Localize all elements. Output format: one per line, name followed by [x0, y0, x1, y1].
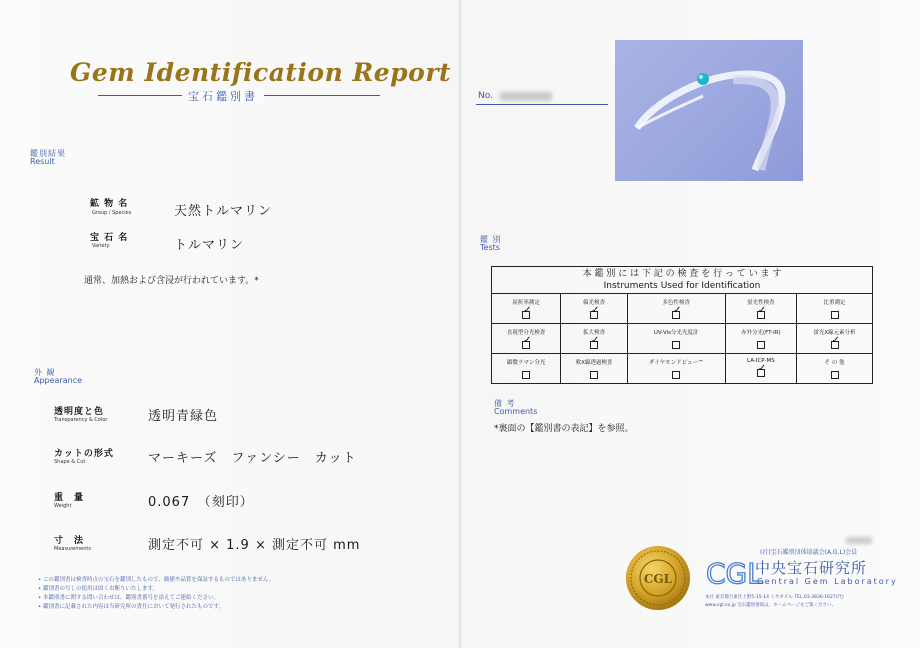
test-cell: UV-Vis分光光度計: [627, 324, 725, 354]
test-cell: 蛍光性検査 ✓: [725, 294, 796, 324]
page-fold: [459, 0, 461, 648]
test-cell: そ の 他: [797, 354, 873, 384]
test-cell: 屈折率測定 ✓: [492, 294, 561, 324]
checkbox: [522, 341, 530, 349]
tests-header: [492, 267, 873, 294]
tests-row: [492, 324, 873, 354]
test-cell: 直視型分光検査 ✓: [492, 324, 561, 354]
footnote: • 本鑑別書に関する問い合わせは、鑑別書番号を添えてご連絡ください。: [38, 595, 220, 601]
checkbox: [522, 311, 530, 319]
report-number-rule: [476, 104, 608, 105]
measurements-label-en: Measurements: [54, 546, 91, 552]
checkbox: [831, 371, 839, 379]
comments-text: *裏面の【鑑別書の表記】を参照。: [494, 424, 634, 434]
checkbox: [590, 341, 598, 349]
test-cell: 偏光検査 ✓: [561, 294, 627, 324]
report-number-redacted: [500, 92, 552, 101]
species-label: 鉱 物 名: [90, 199, 129, 209]
test-cell: 赤外分光(FT-IR): [725, 324, 796, 354]
footnote: • 鑑別書に記載された内容は当研究所の責任において発行されたものです。: [38, 604, 225, 610]
appearance-section-en: Appearance: [34, 376, 83, 385]
checkbox: [831, 311, 839, 319]
checkbox: [522, 371, 530, 379]
report-title: Gem Identification Report: [70, 58, 452, 87]
tests-header-en: Instruments Used for Identification: [603, 281, 761, 291]
lab-name-jp: 中央宝石研究所: [755, 559, 868, 577]
seal-icon: [625, 545, 691, 611]
comments-section-en: Comments: [494, 407, 538, 416]
seal-text: CGL: [643, 572, 673, 586]
checkbox: [590, 311, 598, 319]
transparency-label: 透明度と色: [54, 407, 105, 417]
measurements-label: 寸 法: [54, 536, 85, 546]
transparency-label-en: Transparency & Color: [54, 417, 108, 423]
test-cell: LA-ICP-MS ✓: [725, 354, 796, 384]
weight-value: 0.067 （刻印）: [148, 495, 254, 510]
species-label-en: Group / Species: [92, 210, 132, 216]
weight-label-en: Weight: [54, 503, 72, 509]
tests-row: [492, 294, 873, 324]
test-cell: 蛍光X線元素分析 ✓: [797, 324, 873, 354]
test-cell: 多色性検査 ✓: [627, 294, 725, 324]
report-number-label: No.: [478, 91, 493, 101]
test-cell: ダイヤモンドビュー™: [627, 354, 725, 384]
species-value: 天然トルマリン: [174, 204, 273, 219]
serial-redacted: [846, 537, 872, 544]
treatment-note: 通常、加熱および含浸が行われています。*: [84, 276, 259, 286]
variety-label: 宝 石 名: [90, 233, 129, 243]
tests-header-row: [492, 267, 873, 294]
transparency-value: 透明青緑色: [148, 409, 219, 424]
tests-section-jp: 鑑 別: [480, 235, 502, 244]
variety-value: トルマリン: [174, 238, 245, 253]
checkbox: [672, 341, 680, 349]
test-cell: 比重測定: [797, 294, 873, 324]
shape-value: マーキーズ ファンシー カット: [148, 451, 357, 466]
lab-name-en: Central Gem Laboratory: [757, 577, 898, 586]
result-section-en: Result: [30, 157, 55, 166]
ring-photo: [615, 40, 803, 181]
test-cell: 軟X線透過検査: [561, 354, 627, 384]
test-cell: 拡大検査 ✓: [561, 324, 627, 354]
checkbox: [672, 371, 680, 379]
checkbox: [831, 341, 839, 349]
measurements-value: 測定不可 × 1.9 × 測定不可 mm: [148, 538, 361, 553]
checkbox: [757, 311, 765, 319]
cgl-logo: [704, 551, 763, 595]
variety-label-en: Variety: [92, 243, 110, 249]
lab-association: (社)宝石鑑別団体協議会(A.G.L)会員: [760, 549, 858, 556]
appearance-section-jp: 外 観: [34, 368, 56, 377]
logo-text: CGL: [706, 557, 763, 590]
checkbox: [757, 369, 765, 377]
checkbox: [590, 371, 598, 379]
shape-label: カットの形式: [54, 449, 114, 459]
footnote: • 鑑別書の写しの使用は固くお断りいたします。: [38, 586, 159, 592]
tests-row: [492, 354, 873, 384]
weight-label: 重 量: [54, 493, 85, 503]
checkbox: [757, 341, 765, 349]
result-section-jp: 鑑別結果: [30, 149, 66, 158]
comments-section-jp: 備 考: [494, 399, 516, 408]
lab-address: 本社 東京都台東区上野5-15-14 ミヤギビル TEL.03-3836-1627(代): [705, 595, 844, 600]
test-cell: 顕微ラマン分光: [492, 354, 561, 384]
shape-label-en: Shape & Cut: [54, 459, 86, 465]
cgl-logo-icon: [704, 551, 763, 591]
checkbox: [672, 311, 680, 319]
tests-table: [491, 266, 873, 384]
gold-seal: [625, 545, 691, 615]
lab-website: www.cgl.co.jp 宝石鑑別情報は、ホームページをご覧ください。: [705, 603, 837, 608]
report-subtitle: 宝石鑑別書: [182, 88, 264, 104]
ring-icon: [615, 40, 803, 181]
footnote: • この鑑別書は検査時点の宝石を鑑別したもので、価値や品質を保証するものではありません。: [38, 577, 275, 583]
tests-header-jp: 本 鑑 別 に は 下 記 の 検 査 を 行 っ て い ま す: [582, 269, 782, 279]
tests-section-en: Tests: [480, 243, 500, 252]
